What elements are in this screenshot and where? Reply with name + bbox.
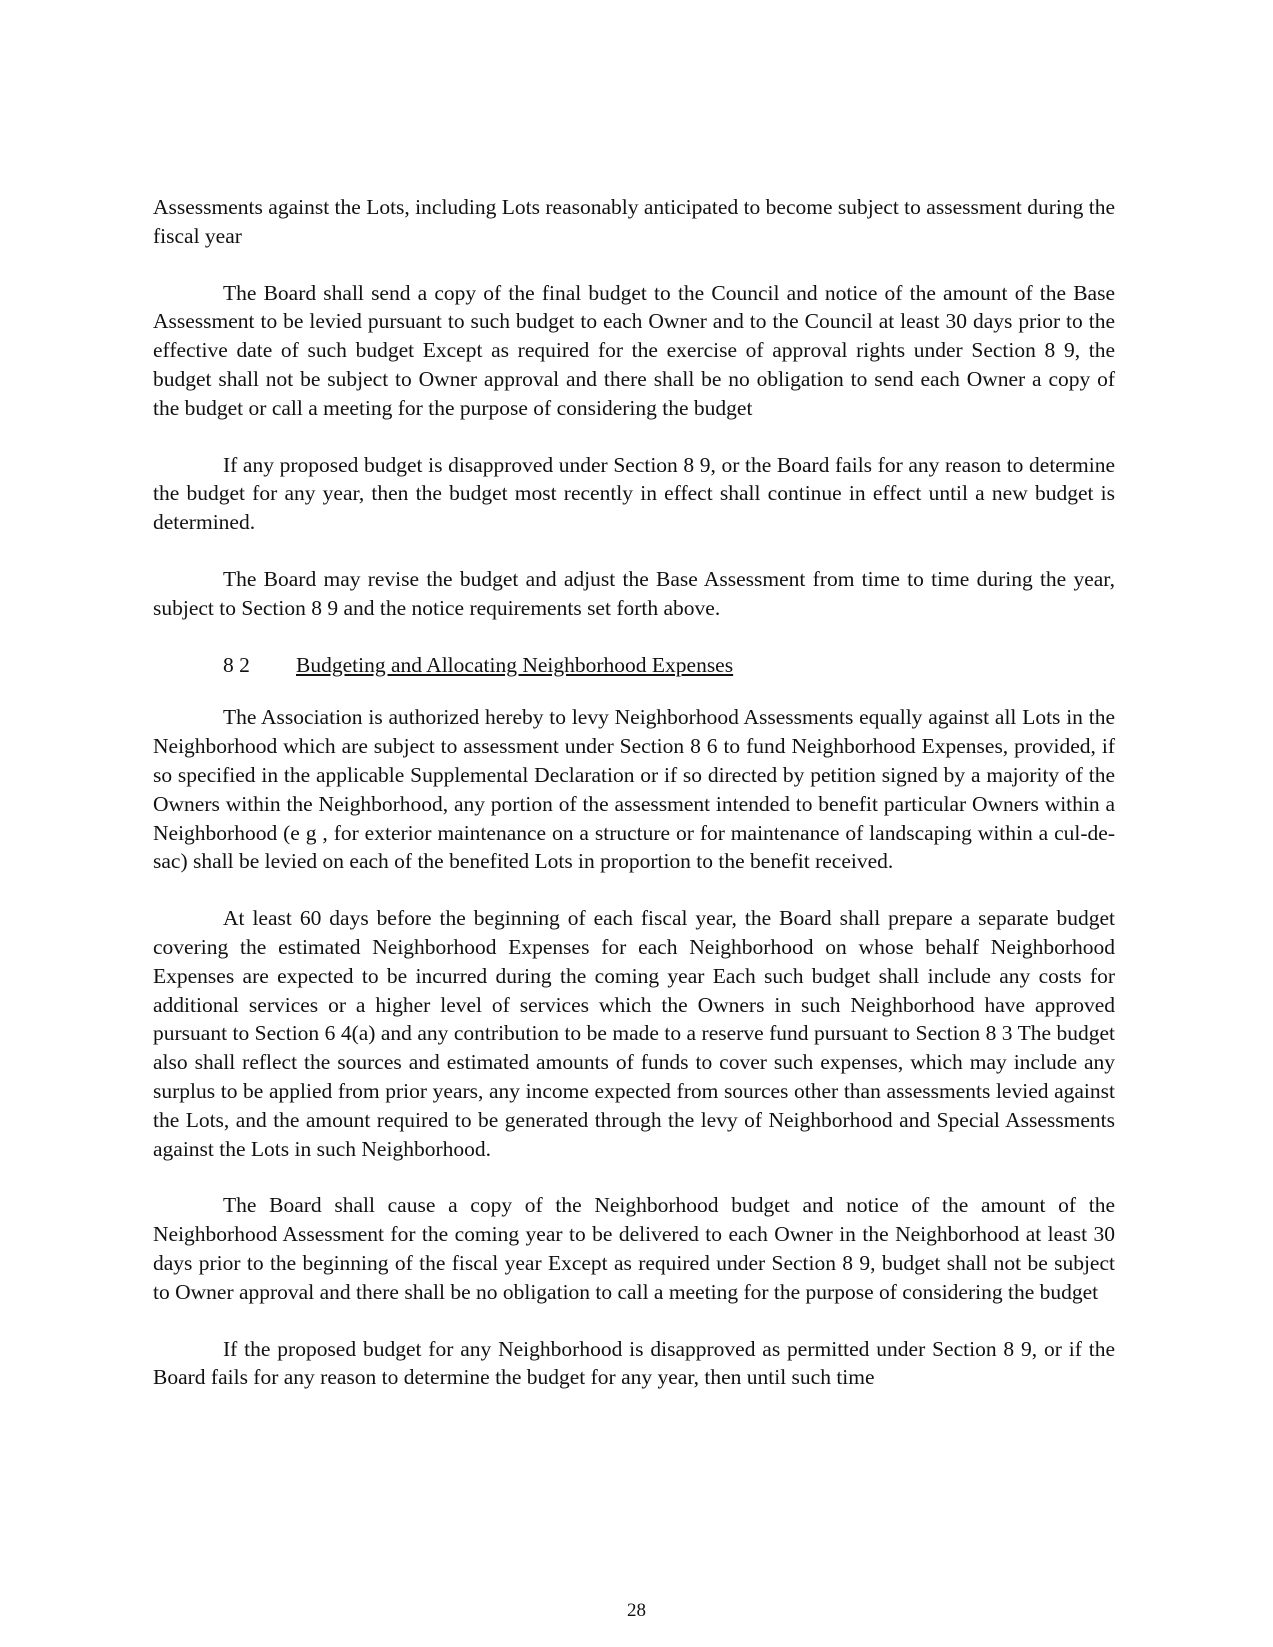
paragraph-neighborhood-assessments: The Association is authorized hereby to levy Neighborhood Assessments equally against all Lots in the Neighborhood which are subject to assessment under Section 8 6 to fund Neighborhood Expenses, provided, if so specified in the applicable Supplemental Declaration or if so directed by petition signed by a majority of the Owners within the Neighborhood, any portion of the assessment intended to benefit particular Owners within a Neighborhood (e g , for exterior maintenance on a structure or for maintenance of landscaping within a cul-de-sac) shall be levied on each of the benefited Lots in proportion to the benefit received.: [153, 705, 1115, 874]
paragraph-neighborhood-budget-disapproved: If the proposed budget for any Neighborhood is disapproved as permitted under Section 8 9, or if the Board fails for any reason to determine the budget for any year, then until such time: [153, 1336, 1115, 1390]
paragraph-final-budget-notice: The Board shall send a copy of the final budget to the Council and notice of the amount of the Base Assessment to be levied pursuant to such budget to each Owner and to the Council at least 30 days prior to the effective date of such budget Except as required for the exercise of approval rights under Section 8 9, the budget shall not be subject to Owner approval and there shall be no obligation to send each Owner a copy of the budget or call a meeting for the purpose of considering the budget: [153, 280, 1115, 420]
paragraph-neighborhood-budget-notice: The Board shall cause a copy of the Neighborhood budget and notice of the amount of the Neighborhood Assessment for the coming year to be delivered to each Owner in the Neighborhood at least 30 days prior to the beginning of the fiscal year Except as required under Section 8 9, budget shall not be subject to Owner approval and there shall be no obligation to call a meeting for the purpose of considering the budget: [153, 1193, 1115, 1304]
section-number: 8 2: [223, 652, 250, 677]
paragraph-assessments-continuation: Assessments against the Lots, including Lots reasonably anticipated to become subject to assessment during the fiscal year: [153, 195, 1115, 248]
page-body: [153, 193, 1115, 1420]
page-number: 28: [627, 1600, 646, 1621]
paragraph-separate-budget: At least 60 days before the beginning of each fiscal year, the Board shall prepare a separate budget covering the estimated Neighborhood Expenses for each Neighborhood on whose behalf Neighborhood Expenses are expected to be incurred during the coming year Each such budget shall include any costs for additional services or a higher level of services which the Owners in such Neighborhood have approved pursuant to Section 6 4(a) and any contribution to be made to a reserve fund pursuant to Section 8 3 The budget also shall reflect the sources and estimated amounts of funds to cover such expenses, which may include any surplus to be applied from prior years, any income expected from sources other than assessments levied against the Lots, and the amount required to be generated through the levy of Neighborhood and Special Assessments against the Lots in such Neighborhood.: [153, 906, 1115, 1161]
paragraph-budget-disapproved: If any proposed budget is disapproved under Section 8 9, or the Board fails for any reason to determine the budget for any year, then the budget most recently in effect shall continue in effect until a new budget is determined.: [153, 452, 1115, 535]
paragraph-revise-budget: The Board may revise the budget and adjust the Base Assessment from time to time during the year, subject to Section 8 9 and the notice requirements set forth above.: [153, 566, 1115, 620]
section-heading: [223, 651, 1115, 680]
section-title: Budgeting and Allocating Neighborhood Expenses: [296, 652, 734, 677]
